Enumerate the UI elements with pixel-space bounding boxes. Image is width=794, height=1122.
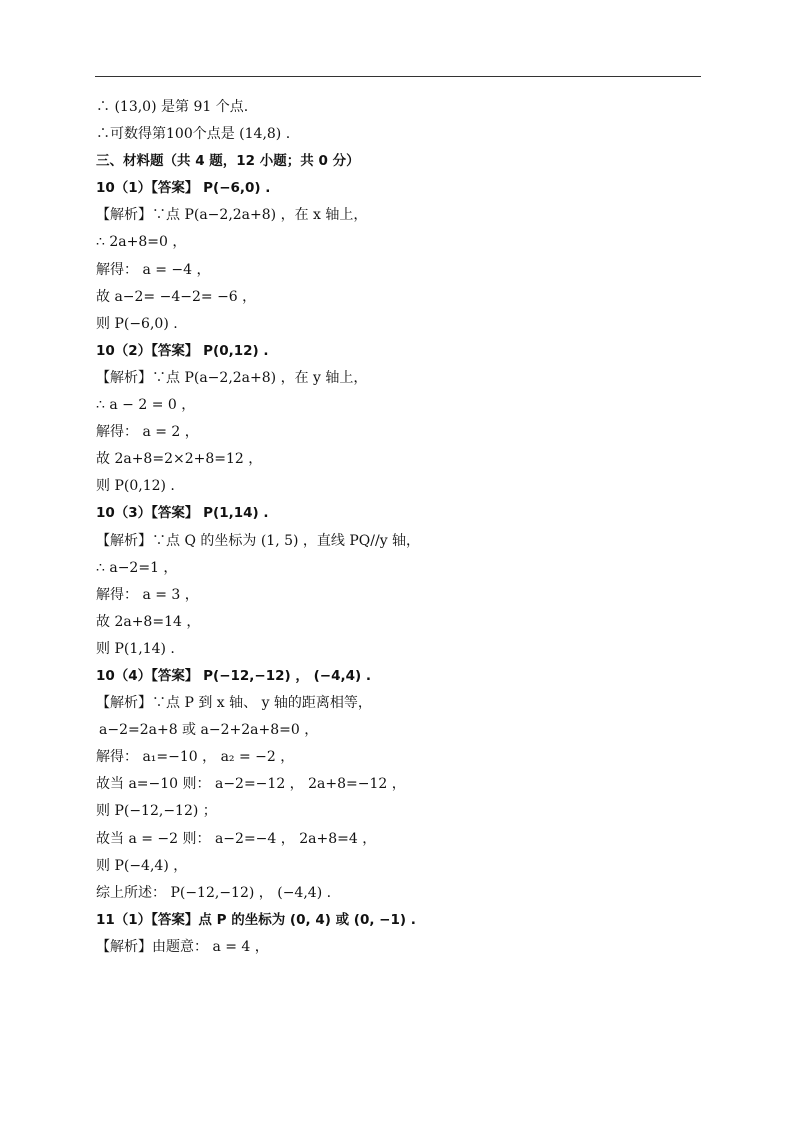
text-line: ∴可数得第100个点是 (14,8) . [96, 126, 291, 143]
text-line: 则 P(−6,0) . [96, 315, 178, 332]
section-heading-line: 10（2）【答案】 P(0,12) . [96, 342, 269, 359]
text-line: 故 2a+8=14 ， [96, 613, 201, 630]
text-line: ∴ a−2=1 ， [96, 559, 178, 576]
text-line: 解得： a = −4 ， [96, 261, 211, 278]
text-line: 解得： a₁=−10 ， a₂ = −2 ， [96, 749, 295, 766]
section-heading-line: 10（1）【答案】 P(−6,0) . [96, 180, 271, 197]
text-line: 【解析】∵点 P(a−2,2a+8) ，在 y 轴上， [96, 369, 368, 386]
text-line: 则 P(0,12) . [96, 478, 175, 495]
section-heading-line: 三、材料题（共 4 题，12 小题；共 0 分） [96, 153, 360, 170]
text-line: 【解析】∵点 P(a−2,2a+8) ，在 x 轴上， [96, 207, 368, 224]
text-line: ∴ (13,0) 是第 91 个点. [96, 99, 249, 115]
text-line: 解得： a = 2 ， [96, 424, 199, 441]
text-line: 则 P(−12,−12) ； [96, 803, 217, 820]
text-line: 解得： a = 3 ， [96, 586, 199, 603]
header-rule [95, 76, 701, 77]
text-line: a−2=2a+8 或 a−2+2a+8=0 ， [99, 722, 319, 739]
text-line: 综上所述： P(−12,−12) ， (−4,4) . [96, 884, 332, 901]
text-line: 【解析】由题意： a = 4 ， [96, 938, 269, 955]
section-heading-line: 10（3）【答案】 P(1,14) . [96, 505, 269, 522]
text-line: ∴ a − 2 = 0 ， [96, 397, 196, 414]
text-line: 则 P(1,14) . [96, 640, 175, 657]
text-line: ∴ 2a+8=0 ， [96, 234, 187, 251]
document-body [96, 94, 706, 961]
text-line: 故 2a+8=2×2+8=12 ， [96, 451, 263, 468]
section-heading-line: 11（1）【答案】点 P 的坐标为 (0, 4) 或 (0, −1) . [96, 911, 416, 928]
text-line: 故当 a=−10 则： a−2=−12 ， 2a+8=−12 ， [96, 776, 406, 793]
text-line: 故当 a = −2 则： a−2=−4 ， 2a+8=4 ， [96, 830, 377, 847]
text-line: 【解析】∵点 P 到 x 轴、 y 轴的距离相等， [96, 695, 372, 712]
text-line: 故 a−2= −4−2= −6 ， [96, 288, 257, 305]
text-line: 则 P(−4,4) ， [96, 857, 188, 874]
section-heading-line: 10（4）【答案】 P(−12,−12) ， (−4,4) . [96, 667, 371, 684]
text-line: 【解析】∵点 Q 的坐标为 (1, 5) ，直线 PQ//y 轴， [96, 532, 421, 549]
